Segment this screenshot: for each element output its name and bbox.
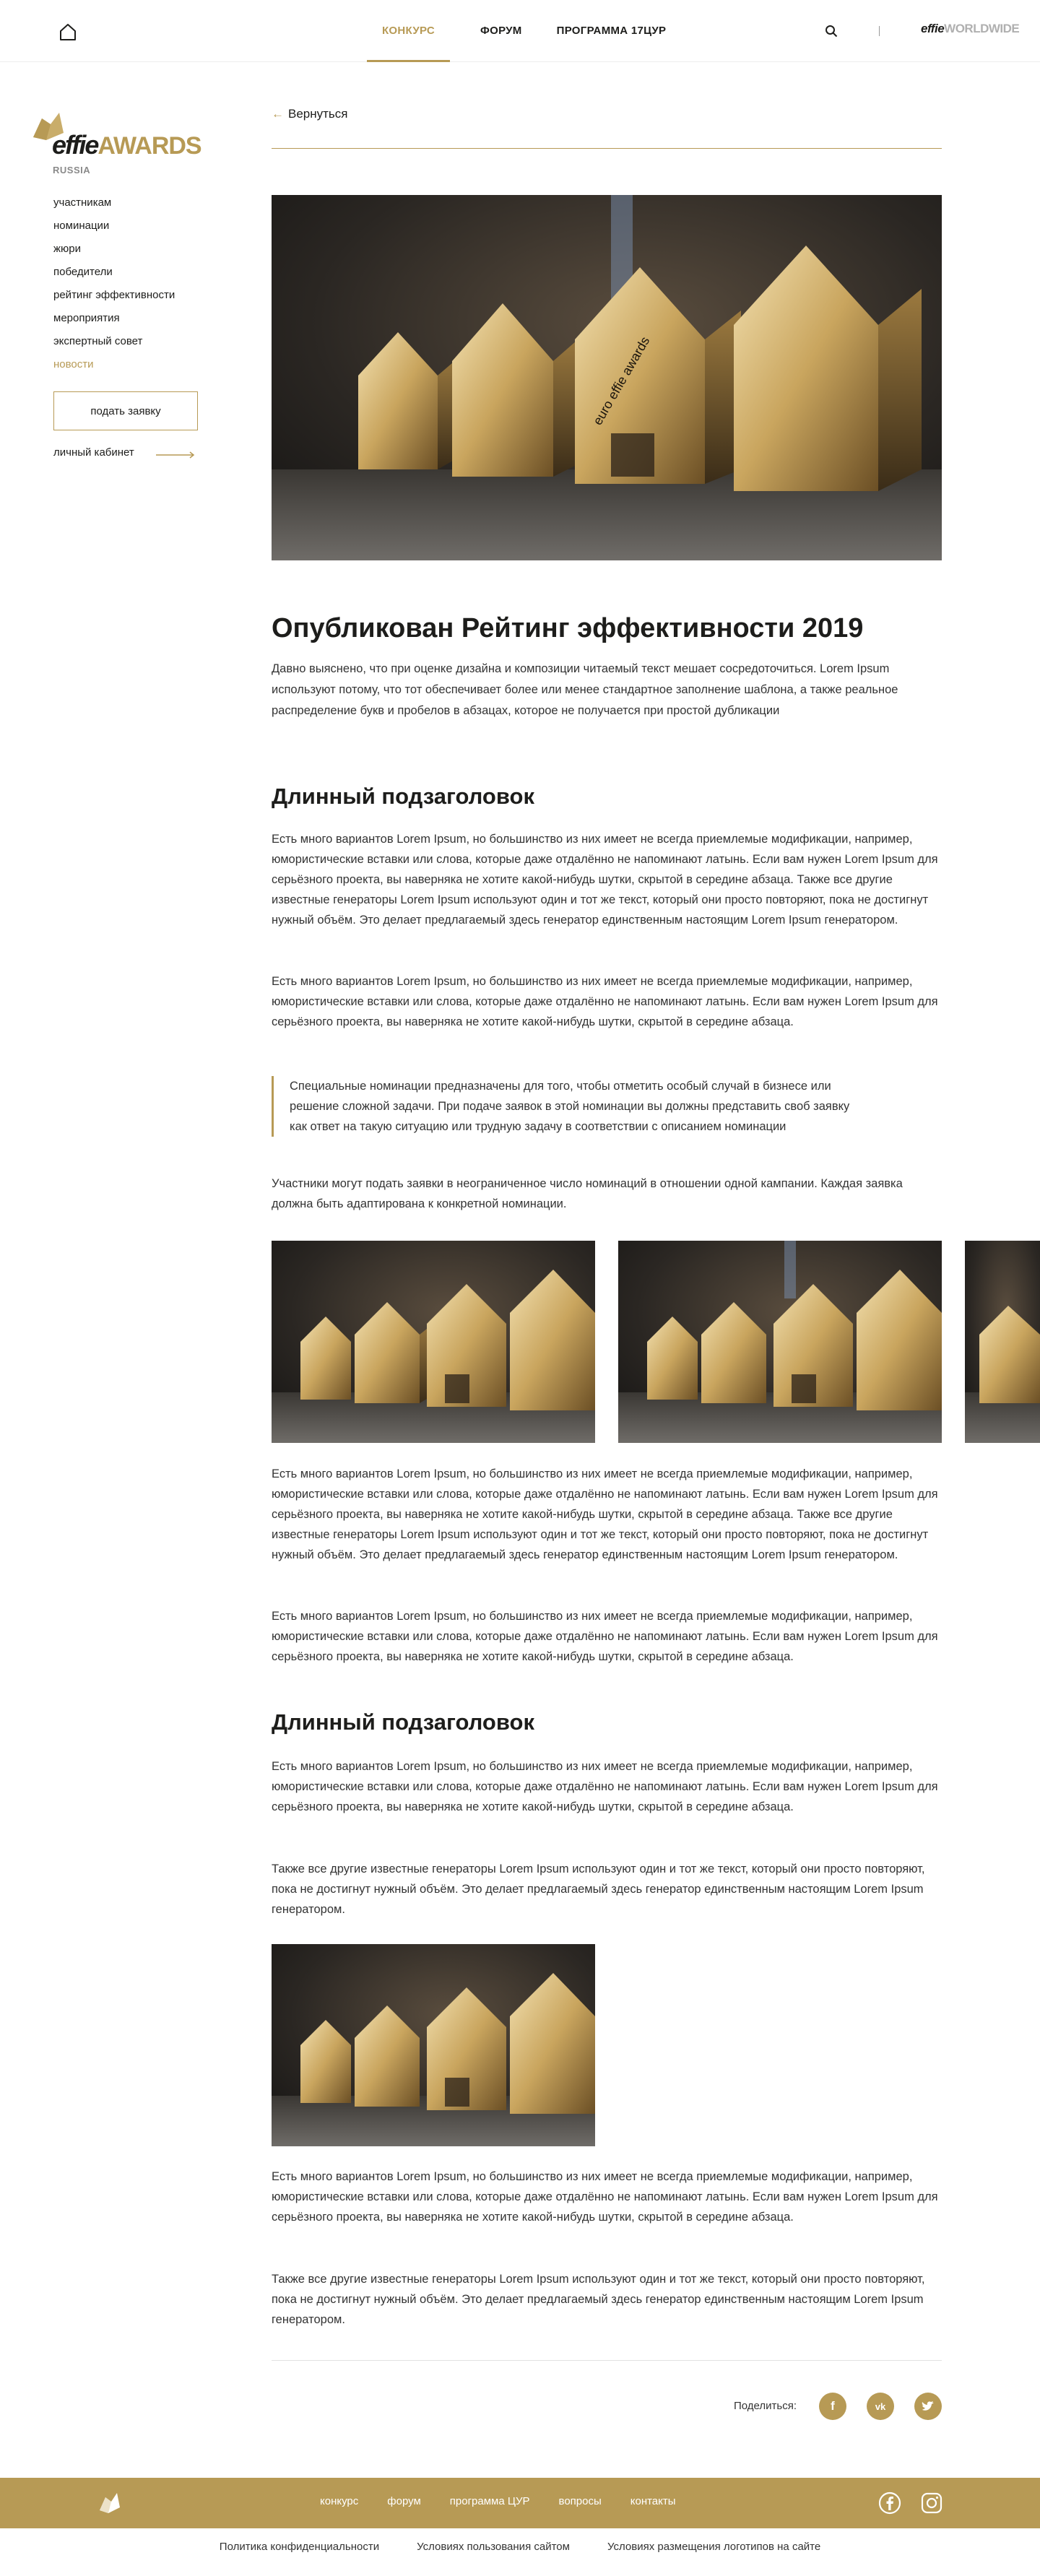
article-paragraph: Есть много вариантов Lorem Ipsum, но большинство из них имеет не всегда приемлемые модификации, например, юмористические вставки или слова, которые даже отдалённо не напоминают латынь. Если вам нужен Lorem Ipsum для серьёзного проекта, вы наверняка не хотите какой-нибудь шутки, скрытой в середине абзаца. — [272, 975, 938, 1028]
gallery-image[interactable] — [965, 1241, 1040, 1443]
top-nav — [367, 0, 696, 62]
share-vk-icon[interactable]: vk — [867, 2393, 894, 2420]
sidebar-item-events[interactable]: мероприятия — [53, 312, 120, 324]
side-nav — [53, 196, 175, 381]
nav-forum[interactable]: ФОРУМ — [480, 25, 522, 37]
gallery-image[interactable] — [272, 1241, 595, 1443]
nav-konkurs[interactable]: КОНКУРС — [367, 0, 450, 62]
site-footer — [0, 2478, 1040, 2528]
footer-nav — [320, 2495, 705, 2507]
share-label: Поделиться: — [734, 2400, 797, 2412]
footer-link-program[interactable]: программа ЦУР — [449, 2495, 530, 2507]
article-image — [272, 1944, 595, 2146]
twitter-bird-icon — [922, 2401, 935, 2412]
facebook-icon[interactable] — [878, 2492, 901, 2515]
article-paragraph: Есть много вариантов Lorem Ipsum, но большинство из них имеет не всегда приемлемые модификации, например, юмористические вставки или слова, которые даже отдалённо не напоминают латынь. Если вам нужен Lorem Ipsum для серьёзного проекта, вы наверняка не хотите какой-нибудь шутки, скрытой в середине абзаца. — [272, 1610, 938, 1663]
privacy-policy-link[interactable]: Политика конфиденциальности — [219, 2541, 380, 2553]
article-paragraph: Есть много вариантов Lorem Ipsum, но большинство из них имеет не всегда приемлемые модификации, например, юмористические вставки или слова, которые даже отдалённо не напоминают латынь. Если вам нужен Lorem Ipsum для серьёзного проекта, вы наверняка не хотите какой-нибудь шутки, скрытой в середине абзаца. Также все другие известные генераторы Lorem Ipsum используют один и тот же текст, который они просто повторяют, пока не достигнут нужный объём. Это делает предлагаемый здесь генератор единственным настоящим Lorem Ipsum генератором. — [272, 1467, 938, 1561]
terms-of-use-link[interactable]: Условиях пользования сайтом — [417, 2541, 570, 2553]
logo-effie: effie — [52, 130, 98, 160]
article-subheading: Длинный подзаголовок — [272, 1709, 534, 1735]
article-paragraph: Также все другие известные генераторы Lorem Ipsum используют один и тот же текст, который они просто повторяют, пока не достигнут нужный объём. Это делает предлагаемый здесь генератор единственным настоящим Lorem Ipsum генератором. — [272, 1862, 925, 1916]
article-paragraph: Есть много вариантов Lorem Ipsum, но большинство из них имеет не всегда приемлемые модификации, например, юмористические вставки или слова, которые даже отдалённо не напоминают латынь. Если вам нужен Lorem Ipsum для серьёзного проекта, вы наверняка не хотите какой-нибудь шутки, скрытой в середине абзаца. — [272, 1760, 938, 1813]
arrow-left-icon: ← — [272, 107, 284, 121]
home-icon[interactable] — [58, 22, 78, 42]
divider — [272, 2360, 942, 2361]
apply-button[interactable]: подать заявку — [53, 391, 198, 430]
article-hero-image — [272, 195, 942, 560]
sidebar-item-news[interactable]: новости — [53, 358, 94, 370]
article-paragraph: Также все другие известные генераторы Lorem Ipsum используют один и тот же текст, который они просто повторяют, пока не достигнут нужный объём. Это делает предлагаемый здесь генератор единственным настоящим Lorem Ipsum генератором. — [272, 2273, 925, 2326]
sidebar-item-rating[interactable]: рейтинг эффективности — [53, 289, 176, 301]
divider — [272, 148, 942, 149]
footer-logo-icon[interactable] — [97, 2492, 123, 2515]
gallery-image[interactable] — [618, 1241, 942, 1443]
sidebar-item-participants[interactable]: участникам — [53, 196, 112, 209]
site-header — [0, 0, 1040, 62]
footer-link-konkurs[interactable]: конкурс — [320, 2495, 359, 2507]
arrow-right-icon[interactable] — [156, 451, 195, 459]
footer-link-forum[interactable]: форум — [387, 2495, 421, 2507]
nav-program[interactable]: ПРОГРАММА 17ЦУР — [556, 25, 667, 37]
instagram-icon[interactable] — [920, 2492, 943, 2515]
divider — [879, 26, 880, 36]
sidebar-item-winners[interactable]: победители — [53, 266, 113, 278]
logo-country: RUSSIA — [53, 165, 91, 175]
search-icon[interactable] — [825, 25, 838, 38]
article-paragraph: Есть много вариантов Lorem Ipsum, но большинство из них имеет не всегда приемлемые модификации, например, юмористические вставки или слова, которые даже отдалённо не напоминают латынь. Если вам нужен Lorem Ipsum для серьёзного проекта, вы наверняка не хотите какой-нибудь шутки, скрытой в середине абзаца. — [272, 2170, 938, 2224]
share-twitter-icon[interactable] — [914, 2393, 942, 2420]
logo-awards: AWARDS — [98, 132, 202, 160]
effie-awards-logo[interactable] — [26, 108, 202, 178]
effie-worldwide-link[interactable]: effieWORLDWIDE — [921, 22, 1020, 35]
sidebar-item-expert-council[interactable]: экспертный совет — [53, 335, 143, 347]
footer-link-faq[interactable]: вопросы — [558, 2495, 602, 2507]
article-paragraph: Участники могут подать заявки в неограниченное число номинаций в отношении одной кампании. Каждая заявка должна быть адаптирована к конкретной номинации. — [272, 1177, 903, 1210]
article-title: Опубликован Рейтинг эффективности 2019 — [272, 613, 864, 643]
share-facebook-icon[interactable]: f — [819, 2393, 846, 2420]
logo-placement-terms-link[interactable]: Условиях размещения логотипов на сайте — [607, 2541, 821, 2553]
sidebar-item-nominations[interactable]: номинации — [53, 220, 110, 232]
footer-link-contacts[interactable]: контакты — [630, 2495, 676, 2507]
trophy-engraving: euro effie awards — [590, 334, 653, 428]
article-quote: Специальные номинации предназначены для того, чтобы отметить особый случай в бизнесе или решение сложной задачи. При подаче заявок в этой номинации вы должны представить своб заявку как ответ на такую ситуацию или трудную задачу в соответствии с описанием номинации — [272, 1076, 864, 1137]
article-paragraph: Есть много вариантов Lorem Ipsum, но большинство из них имеет не всегда приемлемые модификации, например, юмористические вставки или слова, которые даже отдалённо не напоминают латынь. Если вам нужен Lorem Ipsum для серьёзного проекта, вы наверняка не хотите какой-нибудь шутки, скрытой в середине абзаца. Также все другие известные генераторы Lorem Ipsum используют один и тот же текст, который они просто повторяют, пока не достигнут нужный объём. Это делает предлагаемый здесь генератор единственным настоящим Lorem Ipsum генератором. — [272, 833, 938, 927]
article-lead: Давно выяснено, что при оценке дизайна и композиции читаемый текст мешает сосредоточиться. Lorem Ipsum используют потому, что тот обеспечивает более или менее стандартное заполнение шаблона, а также реальное распределение букв и пробелов в абзацах, которое не получается при простой дубликации — [272, 662, 898, 717]
article-subheading: Длинный подзаголовок — [272, 784, 534, 809]
sidebar-item-jury[interactable]: жюри — [53, 243, 82, 255]
legal-links — [0, 2541, 1040, 2553]
back-link[interactable]: ← Вернуться — [272, 107, 348, 121]
cabinet-link[interactable]: личный кабинет — [53, 446, 134, 459]
